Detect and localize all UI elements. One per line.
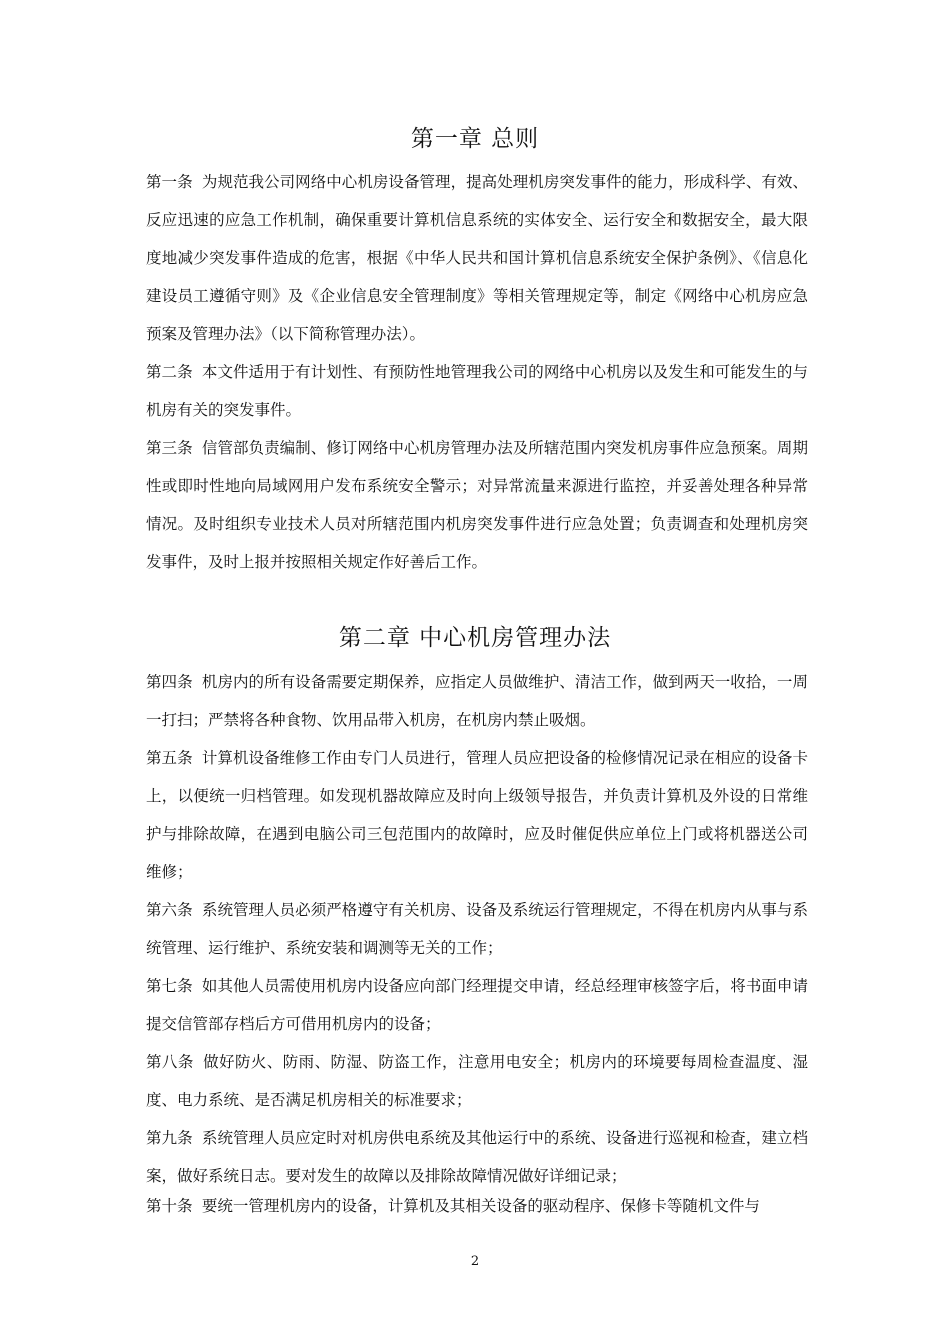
article-number: 第五条 [146,749,193,767]
article-text: 信管部负责编制、修订网络中心机房管理办法及所辖范围内突发机房事件应急预案。周期性或即时性地向局域网用户发布系统安全警示；对异常流量来源进行监控，并妥善处理各种异常情况。及时组织专业技术人员对所辖范围内机房突发事件进行应急处置；负责调查和处理机房突发事件，及时上报并按照相关规定作好善后工作。 [146,439,808,571]
article-10 [146,1187,808,1225]
article-number: 第九条 [146,1129,193,1147]
chapter-1-title: 第一章 总则 [410,126,540,152]
article-text: 系统管理人员应定时对机房供电系统及其他运行中的系统、设备进行巡视和检查，建立档案，做好系统日志。要对发生的故障以及排除故障情况做好详细记录； [146,1129,808,1185]
article-text: 本文件适用于有计划性、有预防性地管理我公司的网络中心机房以及发生和可能发生的与机房有关的突发事件。 [146,363,808,419]
article-number: 第六条 [146,901,193,919]
article-number: 第七条 [146,977,193,995]
article-text: 做好防火、防雨、防湿、防盗工作，注意用电安全；机房内的环境要每周检查温度、湿度、电力系统、是否满足机房相关的标准要求； [146,1053,808,1109]
article-text: 机房内的所有设备需要定期保养，应指定人员做维护、清洁工作，做到两天一收拾，一周一打扫；严禁将各种食物、饮用品带入机房，在机房内禁止吸烟。 [146,673,808,729]
article-number: 第三条 [146,439,193,457]
article-2 [146,353,808,429]
article-5 [146,739,808,891]
article-text: 如其他人员需使用机房内设备应向部门经理提交申请，经总经理审核签字后，将书面申请提交信管部存档后方可借用机房内的设备； [146,977,808,1033]
article-number: 第四条 [146,673,193,691]
article-number: 第二条 [146,363,193,381]
article-9 [146,1119,808,1195]
article-text: 系统管理人员必须严格遵守有关机房、设备及系统运行管理规定，不得在机房内从事与系统管理、运行维护、系统安装和调测等无关的工作； [146,901,808,957]
article-text: 计算机设备维修工作由专门人员进行，管理人员应把设备的检修情况记录在相应的设备卡上，以便统一归档管理。如发现机器故障应及时向上级领导报告，并负责计算机及外设的日常维护与排除故障，在遇到电脑公司三包范围内的故障时，应及时催促供应单位上门或将机器送公司维修； [146,749,808,881]
article-text: 为规范我公司网络中心机房设备管理，提高处理机房突发事件的能力，形成科学、有效、反应迅速的应急工作机制，确保重要计算机信息系统的实体安全、运行安全和数据安全，最大限度地减少突发事件造成的危害，根据《中华人民共和国计算机信息系统安全保护条例》、《信息化建设员工遵循守则》及《企业信息安全管理制度》等相关管理规定等，制定《网络中心机房应急预案及管理办法》（以下简称管理办法）。 [146,173,808,343]
article-number: 第十条 [146,1197,193,1215]
article-3 [146,429,808,581]
article-8 [146,1043,808,1119]
article-6 [146,891,808,967]
article-4 [146,663,808,739]
chapter-2-title: 第二章 中心机房管理办法 [338,625,612,651]
article-7 [146,967,808,1043]
article-text: 要统一管理机房内的设备，计算机及其相关设备的驱动程序、保修卡等随机文件与 [201,1197,760,1215]
article-number: 第一条 [146,173,193,191]
article-1 [146,163,808,353]
article-number: 第八条 [146,1053,194,1071]
page-number: 2 [470,1254,480,1269]
